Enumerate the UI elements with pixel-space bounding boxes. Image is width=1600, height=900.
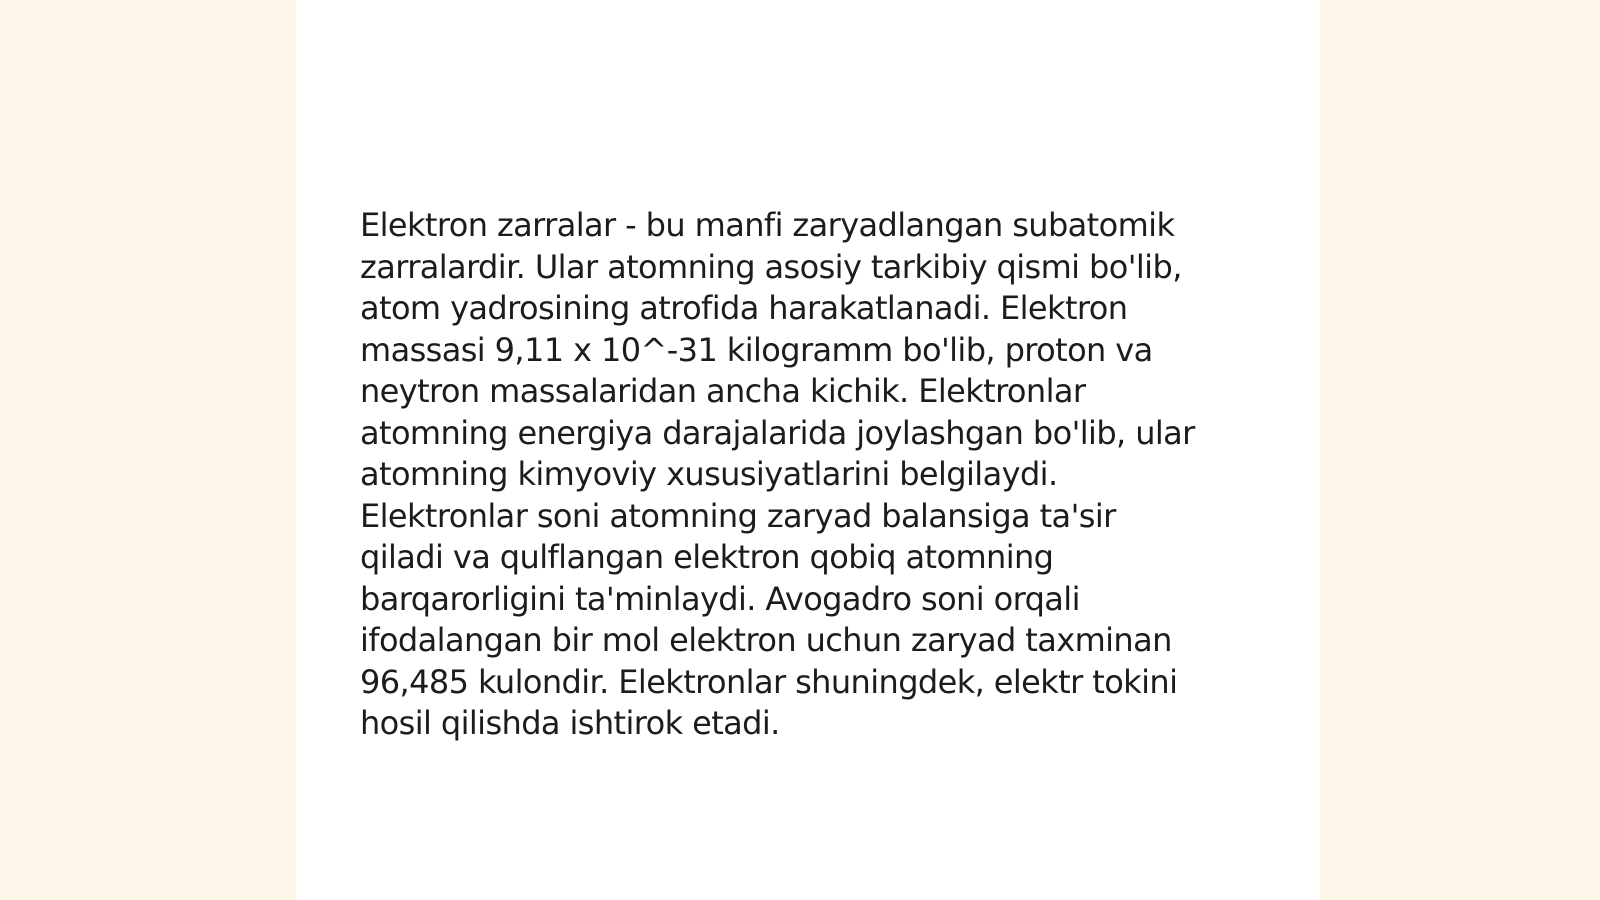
- paragraph-line: atomning energiya darajalarida joylashgan bo'lib, ular: [360, 413, 1195, 452]
- paragraph-line: hosil qilishda ishtirok etadi.: [360, 704, 780, 742]
- paragraph-line: barqarorligini ta'minlaydi. Avogadro soni orqali: [360, 579, 1080, 618]
- paragraph-line: qiladi va qulflangan elektron qobiq atomning: [360, 538, 1054, 576]
- paragraph-line: Elektron zarralar - bu manfi zaryadlangan subatomik: [360, 206, 1175, 244]
- paragraph-line: Elektronlar soni atomning zaryad balansiga ta'sir: [360, 496, 1116, 535]
- paragraph-line: neytron massalaridan ancha kichik. Elektronlar: [360, 372, 1086, 410]
- paragraph-line: 96,485 kulondir. Elektronlar shuningdek, elektr tokini: [360, 662, 1178, 701]
- paragraph-line: zarralardir. Ular atomning asosiy tarkibiy qismi bo'lib,: [360, 247, 1182, 286]
- paragraph-line: atom yadrosining atrofida harakatlanadi. Elektron: [360, 289, 1128, 327]
- paragraph-line: ifodalangan bir mol elektron uchun zaryad taxminan: [360, 621, 1172, 659]
- slide-page: [296, 0, 1320, 900]
- paragraph-line: massasi 9,11 x 10^-31 kilogramm bo'lib, proton va: [360, 330, 1153, 369]
- paragraph-line: atomning kimyoviy xususiyatlarini belgilaydi.: [360, 455, 1058, 493]
- right-margin-background: [1320, 0, 1600, 900]
- body-paragraph: [360, 205, 1260, 745]
- left-margin-background: [0, 0, 296, 900]
